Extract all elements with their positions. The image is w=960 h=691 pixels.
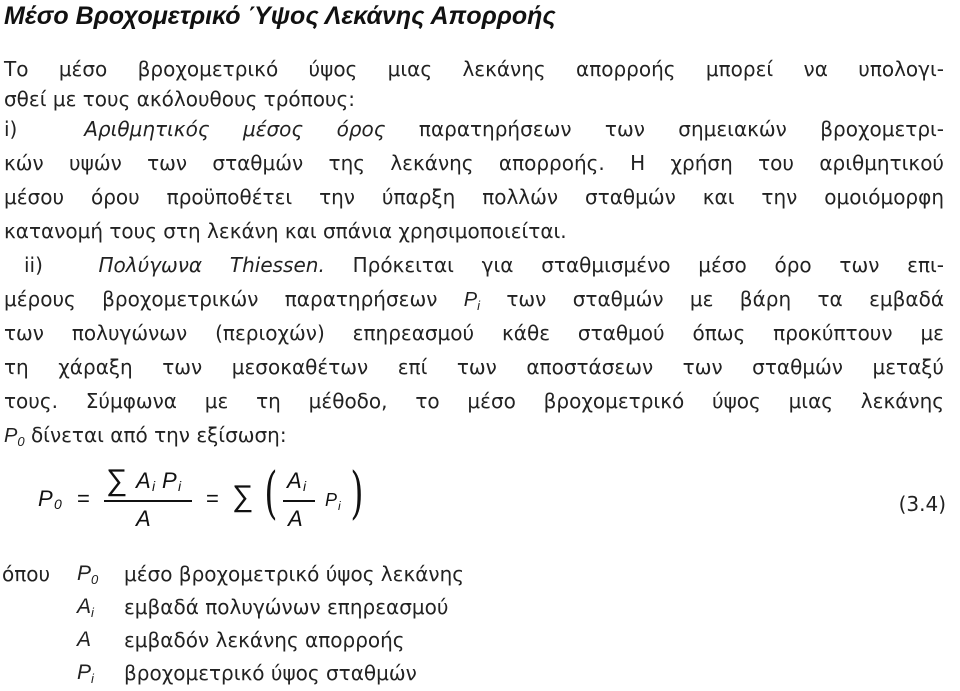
math-subscript: i [477,298,480,313]
definition-row [0,559,960,589]
text-span: Πρόκειται για σταθμισμένο μέσο όρο των επι- [352,253,944,277]
definition-text: εμβαδόν λεκάνης απορροής [124,628,405,652]
text-span: παρατηρήσεων των σημειακών βροχομετρι- [418,117,944,141]
text-line: σθεί με τους ακόλουθους τρόπους: [4,87,355,111]
eq-num-symbol: A [136,468,151,493]
eq-lhs-subscript: 0 [54,496,62,512]
eq-left-paren: ( [264,461,278,526]
eq-rhs-symbol: P [325,490,338,510]
definition-row [0,658,960,688]
eq-frac-den-symbol: A [288,506,303,531]
eq-num-subscript: i [152,478,156,494]
definition-symbol: $A_i$ [77,595,94,620]
text-line [24,250,944,280]
text-line: μέσου όρου προϋποθέτει την ύπαρξη πολλών σταθμών και την ομοιόμορφη [4,185,944,209]
text-span: δίνεται από την εξίσωση: [30,423,287,447]
math-subscript: 0 [17,434,25,449]
fraction-bar [104,500,192,502]
text-line [4,114,944,144]
eq-rhs-subscript: i [338,499,341,513]
definition-text: βροχομετρικό ύψος σταθμών [124,661,417,685]
eq-lhs-symbol: P [38,486,53,511]
fraction-bar [283,500,315,502]
text-line [4,284,944,314]
equation-3-4 [0,462,960,542]
definition-row [0,592,960,622]
definition-text: εμβαδά πολυγώνων επηρεασμού [124,595,449,619]
definition-text: μέσο βροχομετρικό ύψος λεκάνης [124,562,465,586]
eq-equals-sign: = [206,486,219,511]
definition-symbol: A [77,628,92,651]
section-title: Μέσο Βροχομετρικό Ύψος Λεκάνης Απορροής [4,2,556,30]
eq-equals-sign: = [77,486,90,511]
math-symbol: P [463,289,478,311]
definition-symbol: $P_0$ [77,562,99,587]
eq-num-symbol: P [162,468,177,493]
text-line [4,420,287,450]
text-span: μέρους βροχομετρικών παρατηρήσεων [4,287,438,311]
definition-row [0,625,960,655]
eq-frac-num-subscript: i [303,478,307,494]
method-name: Αριθμητικός μέσος όρος [84,117,386,141]
text-span: των σταθμών με βάρη τα εμβαδά [506,287,945,311]
text-line: των πολυγώνων (περιοχών) επηρεασμού κάθε σταθμού όπως προκύπτουν με [4,321,944,345]
text-line: κατανομή τους στη λεκάνη και σπάνια χρησιμοποιείται. [4,219,567,243]
definition-symbol: $P_i$ [77,661,94,686]
eq-sum-symbol: ∑ [232,480,254,513]
math-symbol: P [4,425,18,447]
method-name: Πολύγωνα Thiessen. [98,253,325,277]
definitions-lead: όπου [2,562,51,586]
text-line: κών υψών των σταθμών της λεκάνης απορροής. Η χρήση του αριθμητικού [4,151,944,175]
list-marker: ii) [24,253,43,277]
eq-right-paren: ) [350,461,364,526]
eq-den-symbol: A [136,506,151,531]
list-marker: i) [4,117,18,141]
eq-sum-symbol: ∑ [106,464,128,497]
text-line: Το μέσο βροχομετρικό ύψος μιας λεκάνης απορροής μπορεί να υπολογι- [4,57,944,81]
eq-num-subscript: i [178,478,182,494]
text-line: τη χάραξη των μεσοκαθέτων επί των αποστάσεων των σταθμών μεταξύ [4,355,944,379]
text-line: τους. Σύμφωνα με τη μέθοδο, το μέσο βροχομετρικό ύψος μιας λεκάνης [4,389,944,413]
eq-frac-num-symbol: A [287,468,302,493]
equation-number: (3.4) [898,492,946,516]
